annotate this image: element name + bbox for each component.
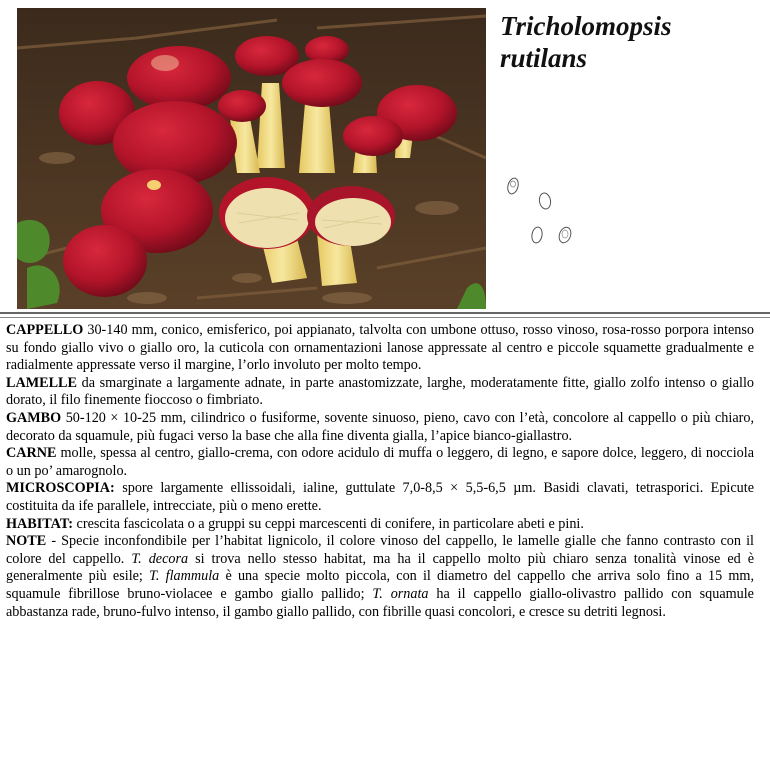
species-title-genus: Tricholomopsis <box>500 11 672 41</box>
species-name: T. flammula <box>149 568 220 585</box>
section-lamelle <box>6 375 754 410</box>
species-name: T. decora <box>131 550 189 567</box>
section-microscopia <box>6 480 754 515</box>
section-label: LAMELLE <box>6 374 77 391</box>
section-label: CAPPELLO <box>6 322 84 338</box>
section-carne <box>6 445 754 480</box>
species-name: T. ornata <box>372 585 429 602</box>
separator-line <box>0 312 770 314</box>
section-note <box>6 533 754 621</box>
section-label: NOTE <box>6 533 47 550</box>
section-text: ha il cappello giallo-olivastro pallido con squamule abbastanza rade, bruno-fulvo intenso, il gambo giallo pallido, con fibrille quasi concolori, e cresce su detriti legnosi. <box>6 585 754 620</box>
section-label: CARNE <box>6 445 57 462</box>
section-habitat <box>6 516 754 534</box>
section-label: MICROSCOPIA: <box>6 480 115 497</box>
section-text: da smarginate a largamente adnate, in parte anastomizzate, larghe, moderatamente fitte, giallo zolfo intenso o giallo dorato, il filo finemente fioccoso o fimbriato. <box>6 374 754 409</box>
species-title-epithet: rutilans <box>500 43 588 73</box>
description-body <box>6 322 754 621</box>
separator-line <box>0 317 770 318</box>
section-text: è una specie molto piccola, con il diametro del cappello che arriva solo fino a 15 mm, squamule fibrillose bruno-violacee e gambo giallo pallido; <box>6 568 755 602</box>
section-text: spore largamente ellissoidali, ialine, guttulate 7,0-8,5 × 5,5-6,5 µm. Basidi clavati, tetrasporici. Epicute costituita da ife parallele, intrecciate, più o meno erette. <box>6 480 754 514</box>
section-cappello <box>6 322 754 375</box>
section-label: HABITAT: <box>6 515 73 532</box>
spore-sketch <box>500 172 590 252</box>
mushroom-photo <box>17 8 486 309</box>
section-text: 30-140 mm, conico, emisferico, poi appianato, talvolta con umbone ottuso, rosso vinoso, rosa-rosso porpora intenso su fondo giallo vivo o giallo oro, la cuticola con ornamentazioni lanose appressate al centro e piccole squamette gradualmente e radialmente appressate verso il margine, l’orlo involuto per molto tempo. <box>6 322 754 374</box>
section-text: crescita fascicolata o a gruppi su ceppi marcescenti di conifere, in particolare abeti e pini. <box>73 515 584 532</box>
section-text: molle, spessa al centro, giallo-crema, con odore acidulo di muffa o leggero, di legno, e sapore dolce, leggero, di nocciola o un po’ amarognolo. <box>6 445 754 479</box>
species-title <box>500 10 672 74</box>
section-text: - Specie inconfondibile per l’habitat lignicolo, il colore vinoso del cappello, le lamelle gialle che fanno contrasto con il colore del cappello. <box>6 533 754 567</box>
section-gambo <box>6 410 754 445</box>
section-label: GAMBO <box>6 409 62 426</box>
section-text: si trova nello stesso habitat, ma ha il cappello molto più chiaro senza tonalità vinose ed è generalmente più esile; <box>6 550 754 585</box>
section-text: 50-120 × 10-25 mm, cilindrico o fusiforme, sovente sinuoso, pieno, cavo con l’età, concolore al cappello o più chiaro, decorato da squamule, più fugaci verso la base che alla fine diventa gialla, l’apice bianco-giallastro. <box>6 409 754 444</box>
